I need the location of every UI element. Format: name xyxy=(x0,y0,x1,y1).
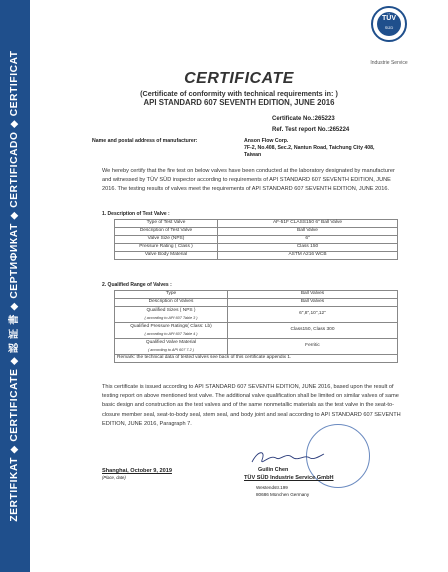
table-row xyxy=(115,244,398,252)
table-row xyxy=(115,307,398,323)
table-value: Ball Valves xyxy=(228,299,398,307)
table-label: Type xyxy=(115,291,228,299)
table-row xyxy=(115,220,398,228)
logo-top-text: TÜV xyxy=(382,15,396,22)
section2-title: 2. Qualified Range of Valves : xyxy=(102,282,172,288)
table-note: ( according to API 607 7.2 ) xyxy=(147,347,195,352)
table-value: Class 150 xyxy=(218,244,398,252)
table-value: ASTM A216 WCB xyxy=(218,252,398,260)
table-row xyxy=(115,355,398,363)
standard-title: API STANDARD 607 SEVENTH EDITION, JUNE 2016 xyxy=(143,98,335,107)
table-value: Ball Valve xyxy=(218,228,398,236)
org-address-city: 80686 München Germany xyxy=(256,492,310,497)
issuing-organization: TÜV SÜD Industrie Service GmbH xyxy=(244,475,334,481)
table-row xyxy=(115,299,398,307)
table-value: AF-51F CLASS150 6" Ball Valve xyxy=(218,220,398,228)
table-label: Description of Test Valve xyxy=(115,228,218,236)
table-row xyxy=(115,291,398,299)
table-label: Valve Body Material xyxy=(115,252,218,260)
manufacturer-label: Name and postal address of manufacturer: xyxy=(92,138,198,144)
certificate-subtitle: (Certificate of conformity with technical requirements in: ) xyxy=(140,89,338,98)
place-date-label: (Place, date) xyxy=(102,475,126,480)
certificate-title: CERTIFICATE xyxy=(184,70,294,87)
table-label: Description of Valves xyxy=(115,299,228,307)
table-label: Qualified Valve Material xyxy=(145,340,197,345)
table-value: Ferritic xyxy=(228,339,398,355)
report-number: Ref. Test report No.:265224 xyxy=(272,127,350,133)
table-remark: Remark: the technical data of tested valves see back of this certificate appendix 1. xyxy=(115,355,398,363)
intro-paragraph: We hereby certify that the fire test on below valves have been conducted at the laboratory designated by manufacturer and witnessed by TÜV SÜD inspector according to requirements of API STANDARD 607 SEVENTH EDITION, JUNE 2016. The testing results of valves meet the requirements of API STANDARD 607 SEVENTH EDITION, JUNE 2016. xyxy=(102,168,395,192)
signer-name: Guilin Chen xyxy=(258,467,289,473)
qualified-range-table xyxy=(114,290,398,363)
table-label: Type of Test Valve xyxy=(115,220,218,228)
section1-title: 1. Description of Test Valve : xyxy=(102,211,170,217)
signature xyxy=(248,448,328,468)
table-label: Pressure Rating ( Class ) xyxy=(115,244,218,252)
table-row xyxy=(115,323,398,339)
table-value: Ball Valves xyxy=(228,291,398,299)
issuance-paragraph: This certificate is issued according to API STANDARD 607 SEVENTH EDITION, JUNE 2016, based upon the result of testing report on above mentioned test valve. The additional valve qualification shall be limited on similar valves of same basic design and construction as the test valves and of the same nonmetallic materials as the test valve in the seat-to-closure member seal, seat-to-body seal, stem seal, and body joint and seal according to API STANDARD 607 SEVENTH EDITION, JUNE 2016, Paragraph 7. xyxy=(102,384,401,427)
certificate-number: Certificate No.:265223 xyxy=(272,116,335,122)
table-value: 6" xyxy=(218,236,398,244)
org-address-street: Westendstr.199 xyxy=(256,485,288,490)
table-note: ( according to API 607 Table 3 ) xyxy=(144,315,198,320)
table-row xyxy=(115,339,398,355)
table-label: Qualified Sizes ( NPS ) xyxy=(146,308,196,313)
table-row xyxy=(115,236,398,244)
tuv-logo-mark xyxy=(377,12,401,36)
manufacturer-line: Anson Flow Corp. xyxy=(244,138,289,144)
logo-caption: Industrie Service xyxy=(370,60,408,66)
table-note: ( according to API 607 Table 4 ) xyxy=(144,331,198,336)
table-label: Valve Size (NPS) xyxy=(115,236,218,244)
table-value: Class150, Class 300 xyxy=(228,323,398,339)
manufacturer-address xyxy=(244,138,375,159)
certificate-sidebar xyxy=(0,0,30,572)
table-label: Qualified Pressure Ratings( Class: Lb) xyxy=(130,324,212,329)
table-value: 6",8",10",12" xyxy=(228,307,398,323)
issue-date: Shanghai, October 9, 2019 xyxy=(102,468,172,474)
manufacturer-line: 7F-2, No.408, Sec.2, Nantun Road, Taichung City 408, xyxy=(244,145,375,151)
table-row xyxy=(115,252,398,260)
tuv-logo xyxy=(371,6,407,42)
test-valve-table xyxy=(114,219,398,260)
manufacturer-line: Taiwan xyxy=(244,152,262,158)
sidebar-text: ZERTIFIKAT ◆ CERTIFICATE ◆ 認 証 書 ◆ СЕРТИФИКАТ ◆ CERTIFICADO ◆ CERTIFICAT xyxy=(9,50,20,522)
logo-bottom-text: SÜD xyxy=(384,25,394,30)
table-row xyxy=(115,228,398,236)
